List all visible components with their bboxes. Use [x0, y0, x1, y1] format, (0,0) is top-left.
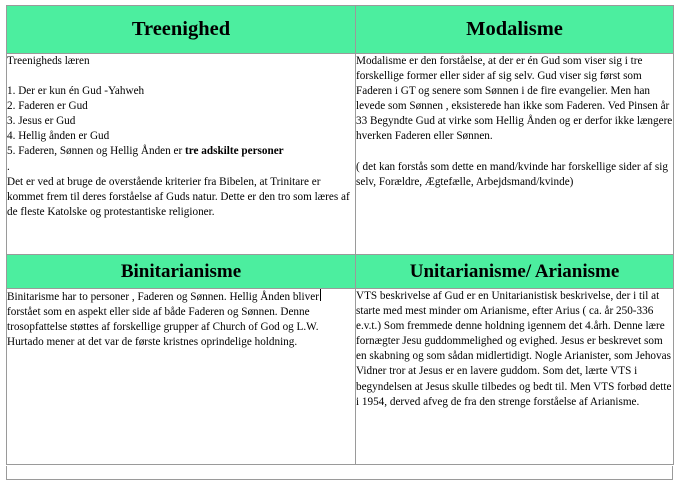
- cell-binitarianisme: [7, 289, 356, 465]
- treenighed-item-5-text: 5. Faderen, Sønnen og Hellig Ånden er: [7, 145, 186, 158]
- header-binitarianisme: Binitarianisme: [7, 255, 356, 289]
- binitarianisme-paragraph-end: forstået som en aspekt eller side af både Faderen og Sønnen. Denne trosopfattelse støttes af forskellige grupper af Church of God og L.W. Hurtado mener at det var de første kristnes oprindelige holdning.: [7, 306, 319, 349]
- treenighed-item-1: 1. Der er kun én Gud -Yahweh: [7, 85, 145, 98]
- header-unitarianisme: Unitarianisme/ Arianisme: [356, 255, 674, 289]
- treenighed-item-2: 2. Faderen er Gud: [7, 100, 88, 113]
- treenighed-item-4: 4. Hellig ånden er Gud: [7, 130, 110, 143]
- binitarianisme-paragraph-start: Binitarisme har to personer , Faderen og Sønnen. Hellig Ånden bliver: [7, 291, 319, 303]
- treenighed-paragraph: Det er ved at bruge de overstående kriterier fra Bibelen, at Trinitare er kommet frem til deres forståelse af Guds natur. Dette er den tro som læres af de fleste Katolske og protestantiske religioner.: [7, 175, 350, 218]
- modalisme-paragraph-2: ( det kan forstås som dette en mand/kvinde har forskellige sider af sig selv, Forældre, Ægtefælle, Arbejdsmand/kvinde): [356, 160, 668, 188]
- cell-unitarianisme: [356, 289, 674, 465]
- header-treenighed: Treenighed: [7, 6, 356, 54]
- treenighed-intro: Treenigheds læren: [7, 55, 90, 67]
- cell-modalisme: [356, 54, 674, 255]
- treenighed-item-3: 3. Jesus er Gud: [7, 115, 76, 128]
- table-bottom-row: [6, 466, 673, 480]
- text-cursor: [320, 289, 321, 301]
- binitarianisme-paragraph: [7, 289, 355, 350]
- treenighed-item-5-bold: tre adskilte personer: [185, 145, 284, 158]
- modalisme-paragraph-1: Modalisme er den forståelse, at der er én Gud som viser sig i tre forskellige former eller sider af sig selv. Gud viser sig først som Faderen i GT og senere som Sønnen i de fire evangelier. Men han levede som Sønnen , eksisterede han ikke som Faderen. Ved Pinsen år 33 Begyndte Gud at virke som Hellig Ånden og er derfor ikke længere hverken Faderen eller Sønnen.: [356, 55, 673, 143]
- unitarianisme-paragraph: VTS beskrivelse af Gud er en Unitarianistisk beskrivelse, der i til at starte med mest minder om Arianisme, efter Arius ( ca. år 250-336 e.v.t.) Som fremmede denne holdning igennem det 4.årh. Denne lære fornægter Jesu guddommelighed og evighed. Jesus er beskrevet som en skabning og som sådan midlertidigt. Nogle Arianister, som Jehovas Vidner tror at Jesus er en lavere guddom. Som det, lærte VTS i begyndelsen at Jesus skulle tilbedes og bedt til. Men VTS forbød dette i 1954, derved afveg de fra den strenge forståelse af Arianisme.: [356, 290, 672, 408]
- header-modalisme: Modalisme: [356, 6, 674, 54]
- comparison-table: [6, 5, 674, 465]
- cell-treenighed: [7, 54, 356, 255]
- treenighed-item-5: [7, 144, 355, 159]
- treenighed-dot: .: [7, 160, 10, 173]
